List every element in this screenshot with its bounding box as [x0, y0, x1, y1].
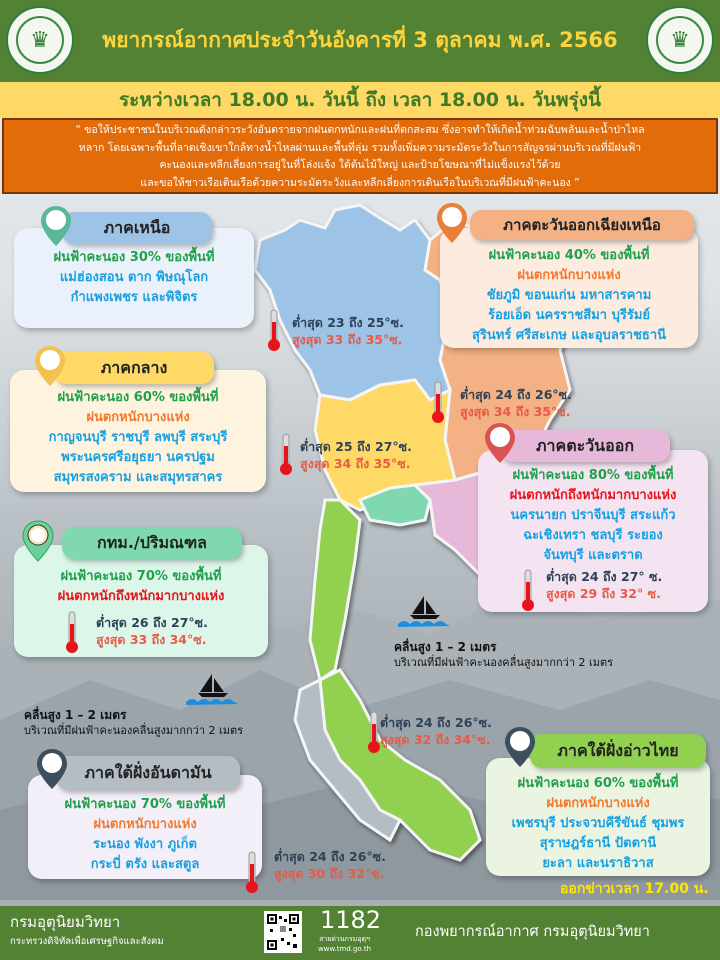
- bangkok-temperature: [96, 614, 208, 648]
- gulf-wave-info: [394, 640, 613, 670]
- heavy-rain-note: ฝนตกหนักถึงหนักมากบางแห่ง: [509, 488, 677, 503]
- warning-line: และขอให้ชาวเรือเดินเรือด้วยความระมัดระวังและหลีกเลี่ยงการเดินเรือในบริเวณที่มีฝนฟ้าคะนอง ”: [140, 176, 580, 189]
- gulf-card-body: [486, 758, 710, 876]
- area-list: สุราษฎร์ธานี ปัตตานี: [539, 836, 657, 851]
- location-pin-icon: [504, 726, 536, 768]
- temp-low: ต่ำสุด 24 ถึง 26°ซ.: [274, 849, 386, 864]
- northeast-card-body: [440, 228, 698, 348]
- andaman-temperature: [274, 848, 386, 882]
- heavy-rain-note: ฝนตกหนักบางแห่ง: [86, 410, 190, 425]
- central-card-body: [10, 370, 266, 492]
- tmd-logo: [646, 6, 714, 74]
- thermometer-icon: [266, 308, 282, 352]
- location-pin-icon: [22, 520, 54, 562]
- thermometer-icon: [244, 850, 260, 894]
- deity-emblem-icon: ♛: [656, 16, 704, 64]
- area-list: ร้อยเอ็ด นครราชสีมา บุรีรัมย์: [487, 308, 651, 323]
- location-pin-icon: [484, 422, 516, 464]
- division-name: กองพยากรณ์อากาศ กรมอุตุนิยมวิทยา: [415, 924, 650, 940]
- issued-time: ออกข่าวเวลา 17.00 น.: [560, 881, 709, 897]
- warning-line: หลาก โดยเฉพาะพื้นที่ลาดเชิงเขาใกล้ทางน้ำไหลผ่านและพื้นที่ลุ่ม รวมทั้งเพิ่มความระมัดระวังในการสัญจรผ่านบริเวณที่มีฝนฟ้า: [78, 141, 642, 154]
- sailboat-wave-icon: [396, 594, 452, 628]
- wave-height: คลื่นสูง 1 – 2 เมตร: [394, 640, 497, 654]
- location-pin-icon: [40, 205, 72, 247]
- rain-chance: ฝนฟ้าคะนอง 60% ของพื้นที่: [57, 390, 219, 405]
- page-title: พยากรณ์อากาศประจำวันอังคารที่ 3 ตุลาคม พ.ศ. 2566: [102, 28, 618, 52]
- thermometer-icon: [430, 380, 446, 424]
- rain-chance: ฝนฟ้าคะนอง 30% ของพื้นที่: [53, 250, 215, 265]
- central-temperature: [300, 438, 412, 472]
- north-temperature: [292, 314, 404, 348]
- temp-high: สูงสุด 33 ถึง 34°ซ.: [96, 632, 207, 647]
- wave-description: บริเวณที่มีฝนฟ้าคะนองคลื่นสูงมากกว่า 2 เมตร: [394, 656, 614, 669]
- temp-low: ต่ำสุด 23 ถึง 25°ซ.: [292, 315, 404, 330]
- east-temperature: [546, 568, 662, 602]
- sailboat-wave-icon: [184, 672, 240, 706]
- qr-code-icon: [267, 914, 299, 950]
- region-title: ภาคใต้ฝั่งอันดามัน: [56, 756, 240, 790]
- temp-high: สูงสุด 34 ถึง 35°ซ.: [460, 404, 571, 419]
- south-upper-shape: [310, 500, 360, 680]
- hotline-info: [318, 934, 371, 954]
- rain-chance: ฝนฟ้าคะนอง 60% ของพื้นที่: [517, 776, 679, 791]
- temp-low: ต่ำสุด 24 ถึง 26°ซ.: [380, 715, 492, 730]
- heavy-rain-note: ฝนตกหนักถึงหนักมากบางแห่ง: [57, 589, 225, 604]
- location-pin-icon: [436, 202, 468, 244]
- area-list: กระบี่ ตรัง และสตูล: [90, 857, 200, 872]
- heavy-rain-note: ฝนตกหนักบางแห่ง: [517, 268, 621, 283]
- area-list: ชัยภูมิ ขอนแก่น มหาสารคาม: [486, 288, 652, 303]
- area-list: สมุทรสงคราม และสมุทรสาคร: [53, 470, 223, 485]
- north-region-shape: [255, 205, 450, 400]
- rain-chance: ฝนฟ้าคะนอง 70% ของพื้นที่: [64, 797, 226, 812]
- area-list: เพชรบุรี ประจวบคีรีขันธ์ ชุมพร: [511, 816, 685, 831]
- department-name: กรมอุตุนิยมวิทยา: [10, 913, 121, 931]
- temp-high: สูงสุด 30 ถึง 32°ซ.: [274, 866, 385, 881]
- thermometer-icon: [278, 432, 294, 476]
- area-list: ฉะเชิงเทรา ชลบุรี ระยอง: [523, 528, 663, 543]
- temp-low: ต่ำสุด 24 ถึง 27° ซ.: [546, 569, 663, 584]
- temp-high: สูงสุด 33 ถึง 35°ซ.: [292, 332, 403, 347]
- footer-bar: [0, 906, 720, 960]
- area-list: สุรินทร์ ศรีสะเกษ และอุบลราชธานี: [471, 328, 667, 343]
- region-title: ภาคตะวันออกเฉียงเหนือ: [470, 210, 694, 240]
- gulf-temperature: [380, 714, 492, 748]
- hotline-number[interactable]: 1182: [320, 906, 382, 934]
- region-title: ภาคกลาง: [54, 352, 214, 384]
- ministry-logo: [6, 6, 74, 74]
- area-list: นครนายก ปราจีนบุรี สระแก้ว: [510, 508, 676, 523]
- hotline-label: สายด่วนกรมอุตุฯ: [319, 935, 370, 943]
- warning-banner: [2, 118, 718, 194]
- area-list: จันทบุรี และตราด: [543, 548, 643, 563]
- location-pin-icon: [36, 748, 68, 790]
- region-title: ภาคตะวันออก: [500, 430, 670, 462]
- andaman-wave-info: [24, 708, 243, 738]
- heavy-rain-note: ฝนตกหนักบางแห่ง: [546, 796, 650, 811]
- wave-height: คลื่นสูง 1 – 2 เมตร: [24, 708, 127, 722]
- area-list: ระนอง พังงา ภูเก็ต: [93, 837, 197, 852]
- warning-line: “ ขอให้ประชาชนในบริเวณดังกล่าวระวังอันตรายจากฝนตกหนักและฝนที่ตกสะสม ซึ่งอาจทำให้เกิดน้ำท่วมฉับพลันและน้ำป่าไหล: [75, 124, 645, 136]
- area-list: กาญจนบุรี ราชบุรี ลพบุรี สระบุรี: [48, 430, 228, 445]
- deity-emblem-icon: ♛: [16, 16, 64, 64]
- temp-high: สูงสุด 34 ถึง 35°ซ.: [300, 456, 411, 471]
- forecast-period: ระหว่างเวลา 18.00 น. วันนี้ ถึง เวลา 18.00 น. วันพรุ่งนี้: [0, 82, 720, 118]
- area-list: พระนครศรีอยุธยา นครปฐม: [61, 450, 215, 465]
- qr-code[interactable]: [264, 911, 302, 953]
- area-list: แม่ฮ่องสอน ตาก พิษณุโลก: [59, 270, 209, 285]
- region-title: ภาคเหนือ: [62, 212, 212, 244]
- thermometer-icon: [64, 610, 80, 654]
- temp-low: ต่ำสุด 24 ถึง 26°ซ.: [460, 387, 572, 402]
- region-title: กทม./ปริมณฑล: [62, 527, 242, 559]
- region-title: ภาคใต้ฝั่งอ่าวไทย: [530, 734, 706, 768]
- temp-high: สูงสุด 32 ถึง 34°ซ.: [380, 732, 491, 747]
- rain-chance: ฝนฟ้าคะนอง 70% ของพื้นที่: [60, 569, 222, 584]
- northeast-temperature: [460, 386, 572, 420]
- thermometer-icon: [520, 568, 536, 612]
- temp-high: สูงสุด 29 ถึง 32° ซ.: [546, 586, 661, 601]
- area-list: กำแพงเพชร และพิจิตร: [70, 290, 198, 305]
- rain-chance: ฝนฟ้าคะนอง 40% ของพื้นที่: [488, 248, 650, 263]
- temp-low: ต่ำสุด 26 ถึง 27°ซ.: [96, 615, 208, 630]
- area-list: ยะลา และนราธิวาส: [542, 856, 654, 871]
- header-bar: [0, 0, 720, 82]
- wave-description: บริเวณที่มีฝนฟ้าคะนองคลื่นสูงมากกว่า 2 เมตร: [24, 724, 244, 737]
- website-link[interactable]: www.tmd.go.th: [318, 945, 371, 953]
- rain-chance: ฝนฟ้าคะนอง 80% ของพื้นที่: [512, 468, 674, 483]
- temp-low: ต่ำสุด 25 ถึง 27°ซ.: [300, 439, 412, 454]
- andaman-card-body: [28, 775, 262, 879]
- location-pin-icon: [34, 345, 66, 387]
- ministry-name: กระทรวงดิจิทัลเพื่อเศรษฐกิจและสังคม: [10, 936, 164, 947]
- warning-line: คะนองและหลีกเลี่ยงการอยู่ในที่โล่งแจ้ง ใต้ต้นไม้ใหญ่ และป้ายโฆษณาที่ไม่แข็งแรงไว้ด้วย: [159, 159, 561, 171]
- heavy-rain-note: ฝนตกหนักบางแห่ง: [93, 817, 197, 832]
